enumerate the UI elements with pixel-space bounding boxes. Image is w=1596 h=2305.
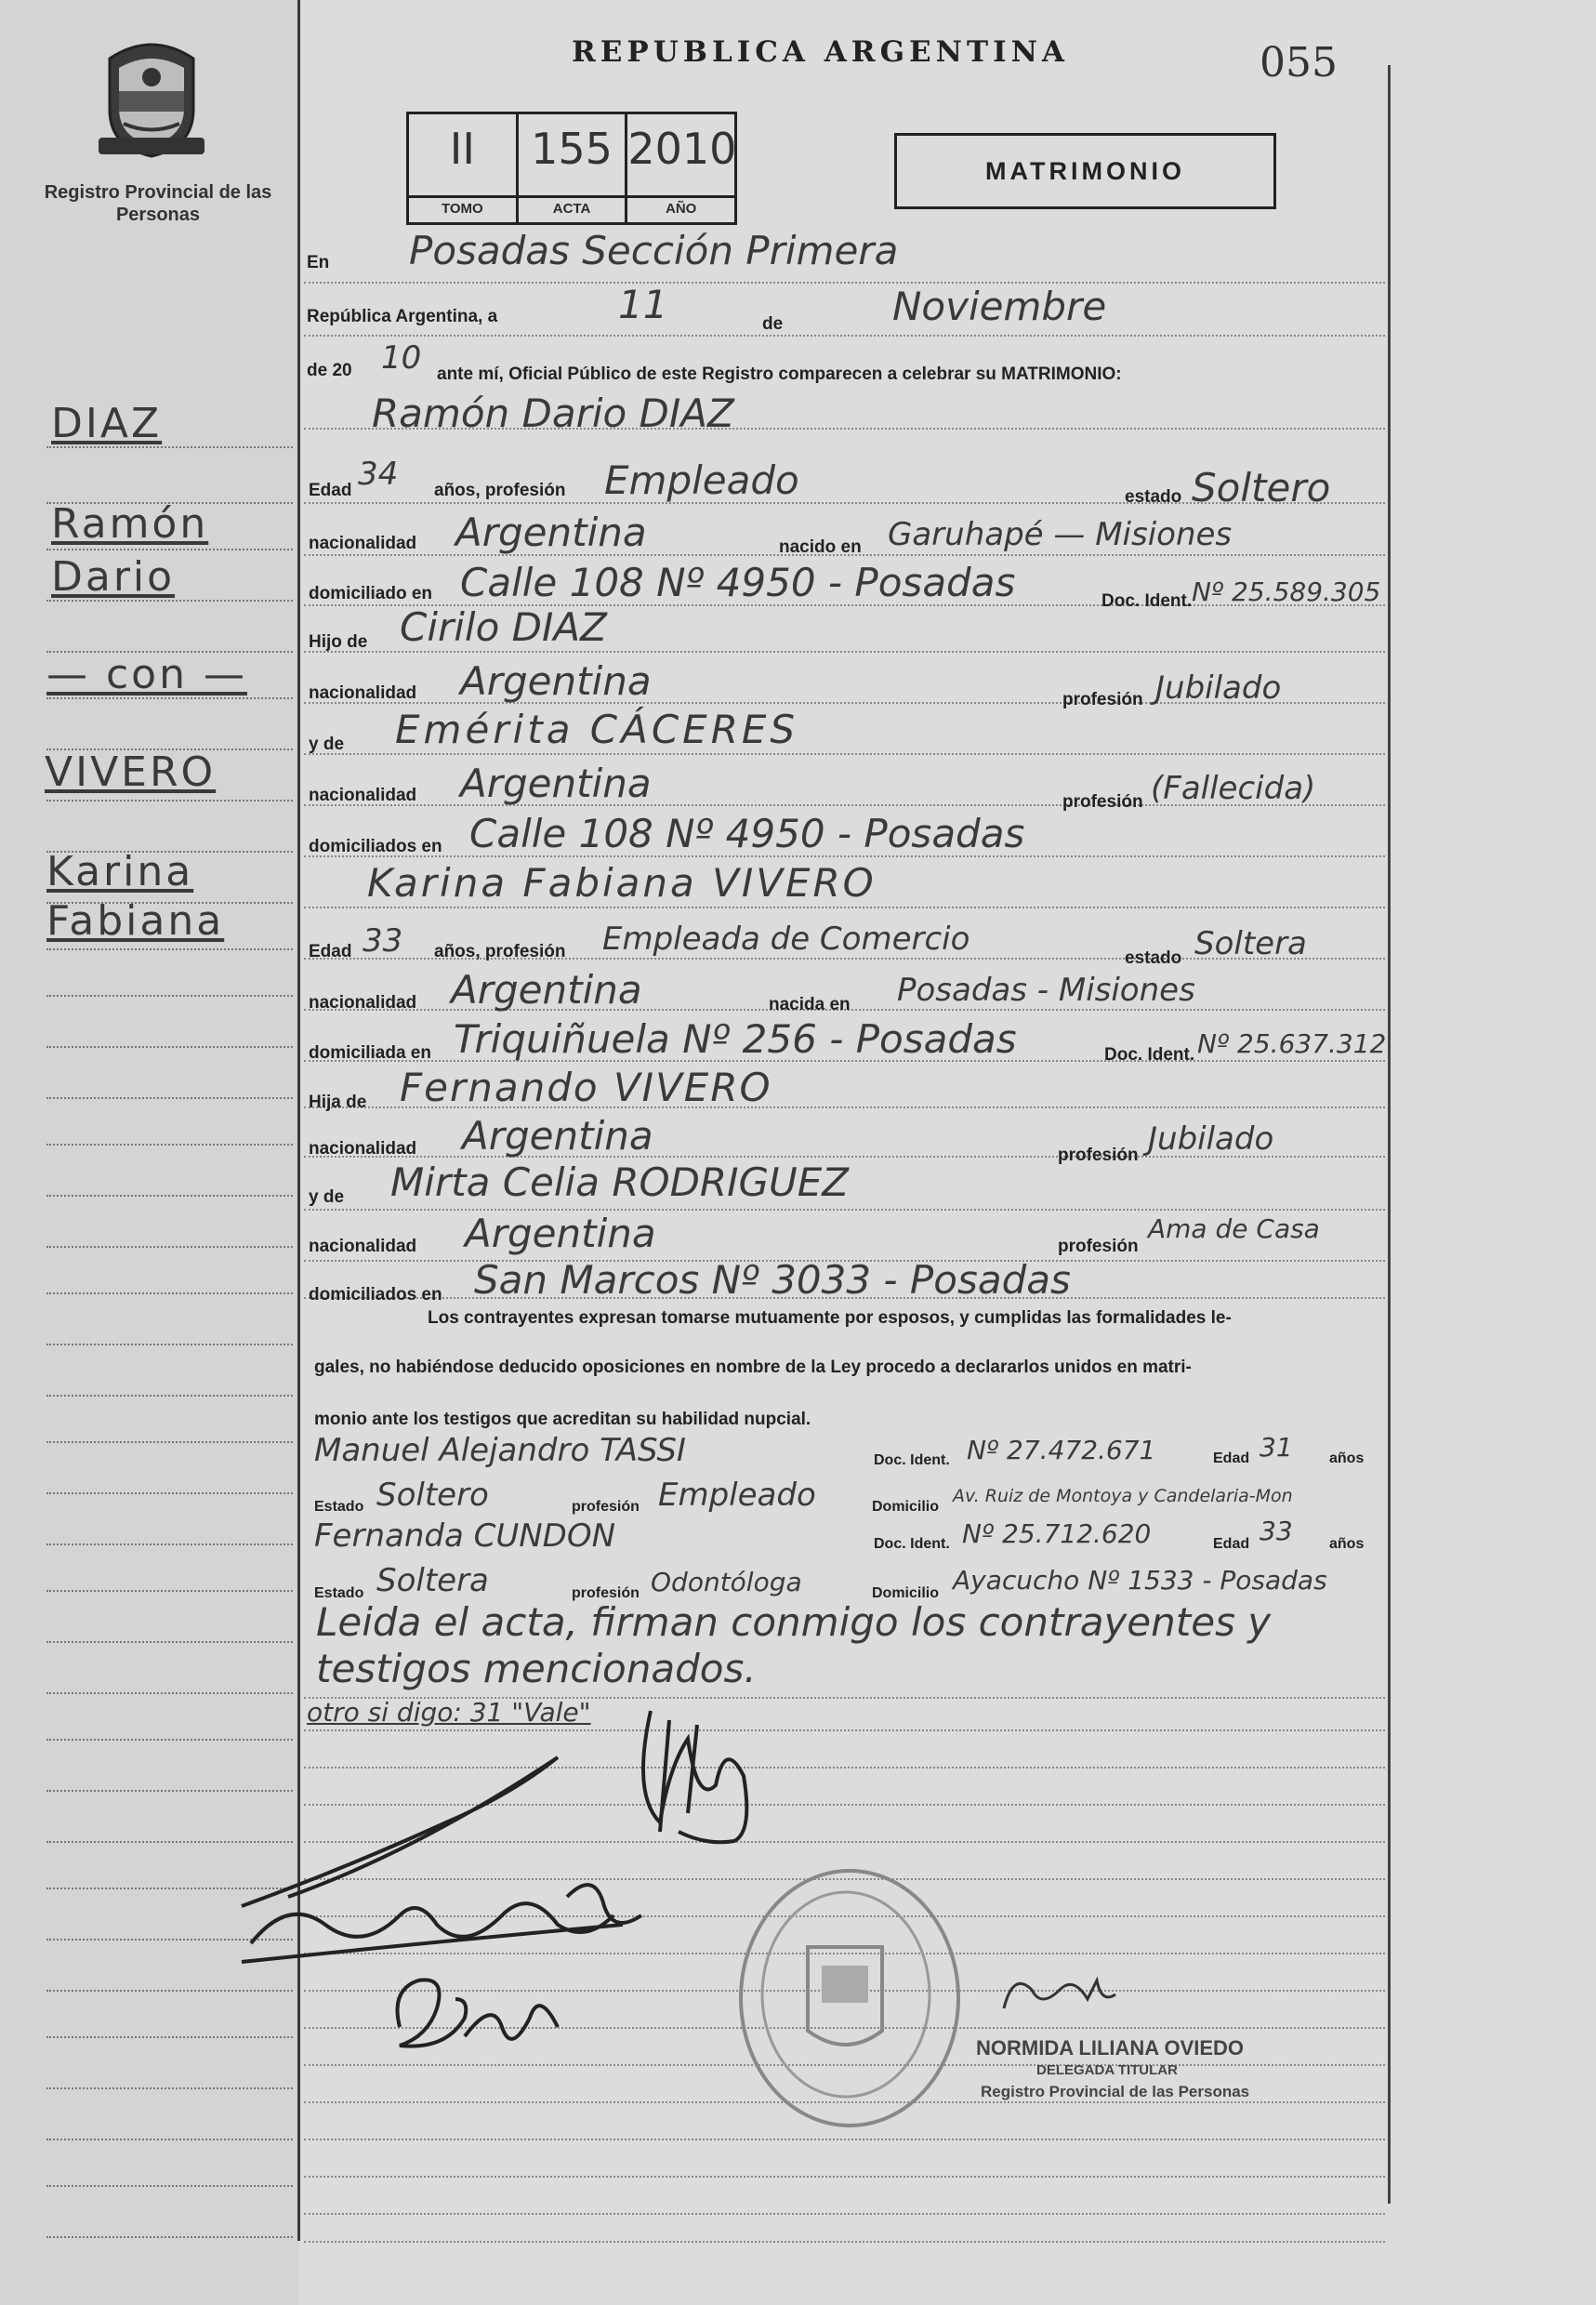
witness2-age: 33 (1260, 1516, 1293, 1546)
margin-given-1a: Ramón (51, 500, 209, 548)
witness1-address: Av. Ruiz de Montoya y Candelaria-Mon (953, 1486, 1293, 1506)
label-edad-witness1: Edad (1213, 1451, 1250, 1466)
bride-status: Soltera (1194, 925, 1307, 962)
label-profesion-witness2: profesión (572, 1585, 640, 1601)
ano-label: AÑO (627, 195, 734, 222)
stamp-official-name: NORMIDA LILIANA OVIEDO (976, 2036, 1245, 2060)
groom-age: 34 (358, 456, 399, 493)
closing-line-2: testigos mencionados. (316, 1646, 757, 1691)
bride-doc: Nº 25.637.312 (1197, 1028, 1387, 1059)
official-seal (739, 1869, 960, 2127)
groom-name: Ramón Dario DIAZ (372, 391, 734, 436)
bride-mother: Mirta Celia RODRIGUEZ (390, 1159, 850, 1205)
label-hija-de: Hija de (309, 1093, 367, 1112)
registry-emblem (91, 35, 212, 161)
bride-age: 33 (363, 922, 403, 960)
label-profesion-bride-father: profesión (1058, 1146, 1139, 1165)
act-day: 11 (618, 282, 668, 327)
label-doc-bride: Doc. Ident. (1104, 1045, 1195, 1065)
official-initials-signature (985, 1962, 1227, 2027)
bride-nationality: Argentina (451, 967, 642, 1013)
margin-surname-1: DIAZ (51, 400, 163, 447)
label-edad-witness2: Edad (1213, 1536, 1250, 1552)
groom-mother: Emérita CÁCERES (395, 707, 799, 752)
label-edad-bride: Edad (309, 942, 352, 961)
act-place: Posadas Sección Primera (409, 228, 899, 273)
label-y-de-groom: y de (309, 735, 345, 754)
formal-text-3: monio ante los testigos que acreditan su habilidad nupcial. (314, 1410, 811, 1429)
bride-born-in: Posadas - Misiones (897, 972, 1195, 1009)
tomo-label: TOMO (409, 195, 516, 222)
label-nacionalidad-bride-mother: nacionalidad (309, 1237, 417, 1256)
label-anos-witness1: años (1329, 1451, 1365, 1466)
groom-nationality: Argentina (455, 510, 647, 555)
acta-value: 155 (531, 124, 613, 174)
stamp-official-title: DELEGADA TITULAR (1036, 2062, 1178, 2078)
otro-si-digo: otro si digo: 31 "Vale" (307, 1697, 591, 1728)
witness1-doc: Nº 27.472.671 (967, 1435, 1156, 1465)
label-domicilio-witness2: Domicilio (872, 1585, 940, 1601)
document-type-box: MATRIMONIO (894, 133, 1276, 209)
tomo-cell (409, 114, 519, 222)
witness2-address: Ayacucho Nº 1533 - Posadas (953, 1565, 1327, 1596)
label-republica: República Argentina, a (307, 307, 498, 326)
groom-born-in: Garuhapé — Misiones (888, 516, 1233, 553)
act-year-suffix: 10 (381, 339, 422, 377)
label-profesion-groom-father: profesión (1062, 690, 1143, 709)
bride-profession: Empleada de Comercio (602, 921, 970, 958)
label-nacionalidad-groom-mother: nacionalidad (309, 786, 417, 805)
bride-name: Karina Fabiana VIVERO (367, 860, 877, 906)
label-estado-bride: estado (1125, 948, 1182, 968)
label-domiciliados-en-bride: domiciliados en (309, 1285, 442, 1305)
formal-text-2: gales, no habiéndose deducido oposiciones en nombre de la Ley procedo a declararlos unidos en matri- (314, 1358, 1192, 1377)
closing-line-1: Leida el acta, firman conmigo los contrayentes y (316, 1599, 1272, 1645)
acta-cell (519, 114, 628, 222)
ano-value: 2010 (627, 124, 737, 174)
margin-given-2a: Karina (46, 848, 194, 895)
label-anos-profesion-groom: años, profesión (434, 481, 566, 500)
label-hijo-de: Hijo de (309, 632, 368, 652)
groom-mother-profession: (Fallecida) (1151, 770, 1316, 807)
label-y-de-bride: y de (309, 1187, 345, 1207)
label-nacionalidad-bride: nacionalidad (309, 993, 417, 1013)
groom-address: Calle 108 Nº 4950 - Posadas (460, 560, 1016, 605)
label-estado-witness2: Estado (314, 1585, 364, 1601)
bride-father-nationality: Argentina (462, 1113, 653, 1159)
label-profesion-groom-mother: profesión (1062, 792, 1143, 812)
label-de: de (762, 314, 784, 334)
margin-given-1b: Dario (51, 553, 176, 601)
groom-doc: Nº 25.589.305 (1192, 576, 1381, 607)
stamp-official-org: Registro Provincial de las Personas (981, 2083, 1250, 2100)
label-doc-groom: Doc. Ident. (1101, 591, 1193, 611)
label-anos-witness2: años (1329, 1536, 1365, 1552)
label-profesion-witness1: profesión (572, 1499, 640, 1515)
witness1-age: 31 (1260, 1432, 1293, 1463)
acta-label: ACTA (519, 195, 626, 222)
groom-father-profession: Jubilado (1155, 669, 1282, 707)
bride-parents-address: San Marcos Nº 3033 - Posadas (474, 1257, 1071, 1303)
label-nacido-en: nacido en (779, 537, 862, 557)
ano-cell (627, 114, 737, 222)
witness2-doc: Nº 25.712.620 (962, 1518, 1152, 1549)
label-doc-witness1: Doc. Ident. (874, 1452, 950, 1468)
label-anos-profesion-bride: años, profesión (434, 942, 566, 961)
label-domiciliada-en: domiciliada en (309, 1043, 431, 1063)
bride-address: Triquiñuela Nº 256 - Posadas (454, 1016, 1017, 1062)
witness2-profession: Odontóloga (651, 1567, 802, 1597)
act-month: Noviembre (892, 284, 1107, 329)
witness1-status: Soltero (376, 1477, 489, 1514)
label-de-20: de 20 (307, 361, 352, 380)
margin-surname-2: VIVERO (45, 748, 217, 796)
label-en: En (307, 253, 330, 272)
label-domicilio-witness1: Domicilio (872, 1499, 940, 1515)
bride-father: Fernando VIVERO (400, 1065, 772, 1110)
groom-mother-nationality: Argentina (460, 761, 652, 806)
bride-father-profession: Jubilado (1148, 1120, 1274, 1158)
label-profesion-bride-mother: profesión (1058, 1237, 1139, 1256)
groom-profession: Empleado (604, 457, 799, 503)
label-nacionalidad-groom: nacionalidad (309, 534, 417, 553)
witness2-name: Fernanda CUNDON (314, 1517, 616, 1555)
label-domiciliado-en: domiciliado en (309, 584, 433, 603)
groom-status: Soltero (1192, 465, 1331, 510)
bride-signature (242, 1757, 641, 1962)
margin-given-2b: Fabiana (46, 897, 225, 945)
groom-signature (643, 1711, 746, 1842)
label-domiciliados-en-groom: domiciliados en (309, 837, 442, 856)
label-doc-witness2: Doc. Ident. (874, 1536, 950, 1552)
bride-mother-nationality: Argentina (465, 1211, 656, 1256)
witness1-profession: Empleado (658, 1477, 816, 1514)
witness2-status: Soltera (376, 1562, 489, 1599)
folio-number: 055 (1260, 39, 1338, 86)
label-edad-groom: Edad (309, 481, 352, 500)
right-border (1388, 65, 1391, 2204)
label-nacionalidad-groom-father: nacionalidad (309, 683, 417, 703)
label-estado-witness1: Estado (314, 1499, 364, 1515)
witness-signature (398, 1980, 559, 2046)
label-ante: ante mí, Oficial Público de este Registro comparecen a celebrar su MATRIMONIO: (437, 364, 1122, 384)
bride-mother-profession: Ama de Casa (1148, 1213, 1320, 1244)
label-nacionalidad-bride-father: nacionalidad (309, 1139, 417, 1159)
groom-parents-address: Calle 108 Nº 4950 - Posadas (469, 811, 1025, 856)
witness1-name: Manuel Alejandro TASSI (314, 1432, 686, 1469)
tomo-value: II (449, 124, 475, 174)
label-estado-groom: estado (1125, 487, 1182, 507)
formal-text-1: Los contrayentes expresan tomarse mutuamente por esposos, y cumplidas las formalidades le- (428, 1308, 1232, 1328)
country-title: REPUBLICA ARGENTINA (572, 35, 1069, 69)
tomo-acta-ano-box (406, 112, 737, 225)
groom-father: Cirilo DIAZ (400, 604, 607, 650)
registry-label: Registro Provincial de las Personas (44, 182, 272, 225)
margin-connector: — con — (46, 651, 247, 698)
groom-father-nationality: Argentina (460, 658, 652, 704)
label-nacida-en: nacida en (769, 995, 851, 1014)
